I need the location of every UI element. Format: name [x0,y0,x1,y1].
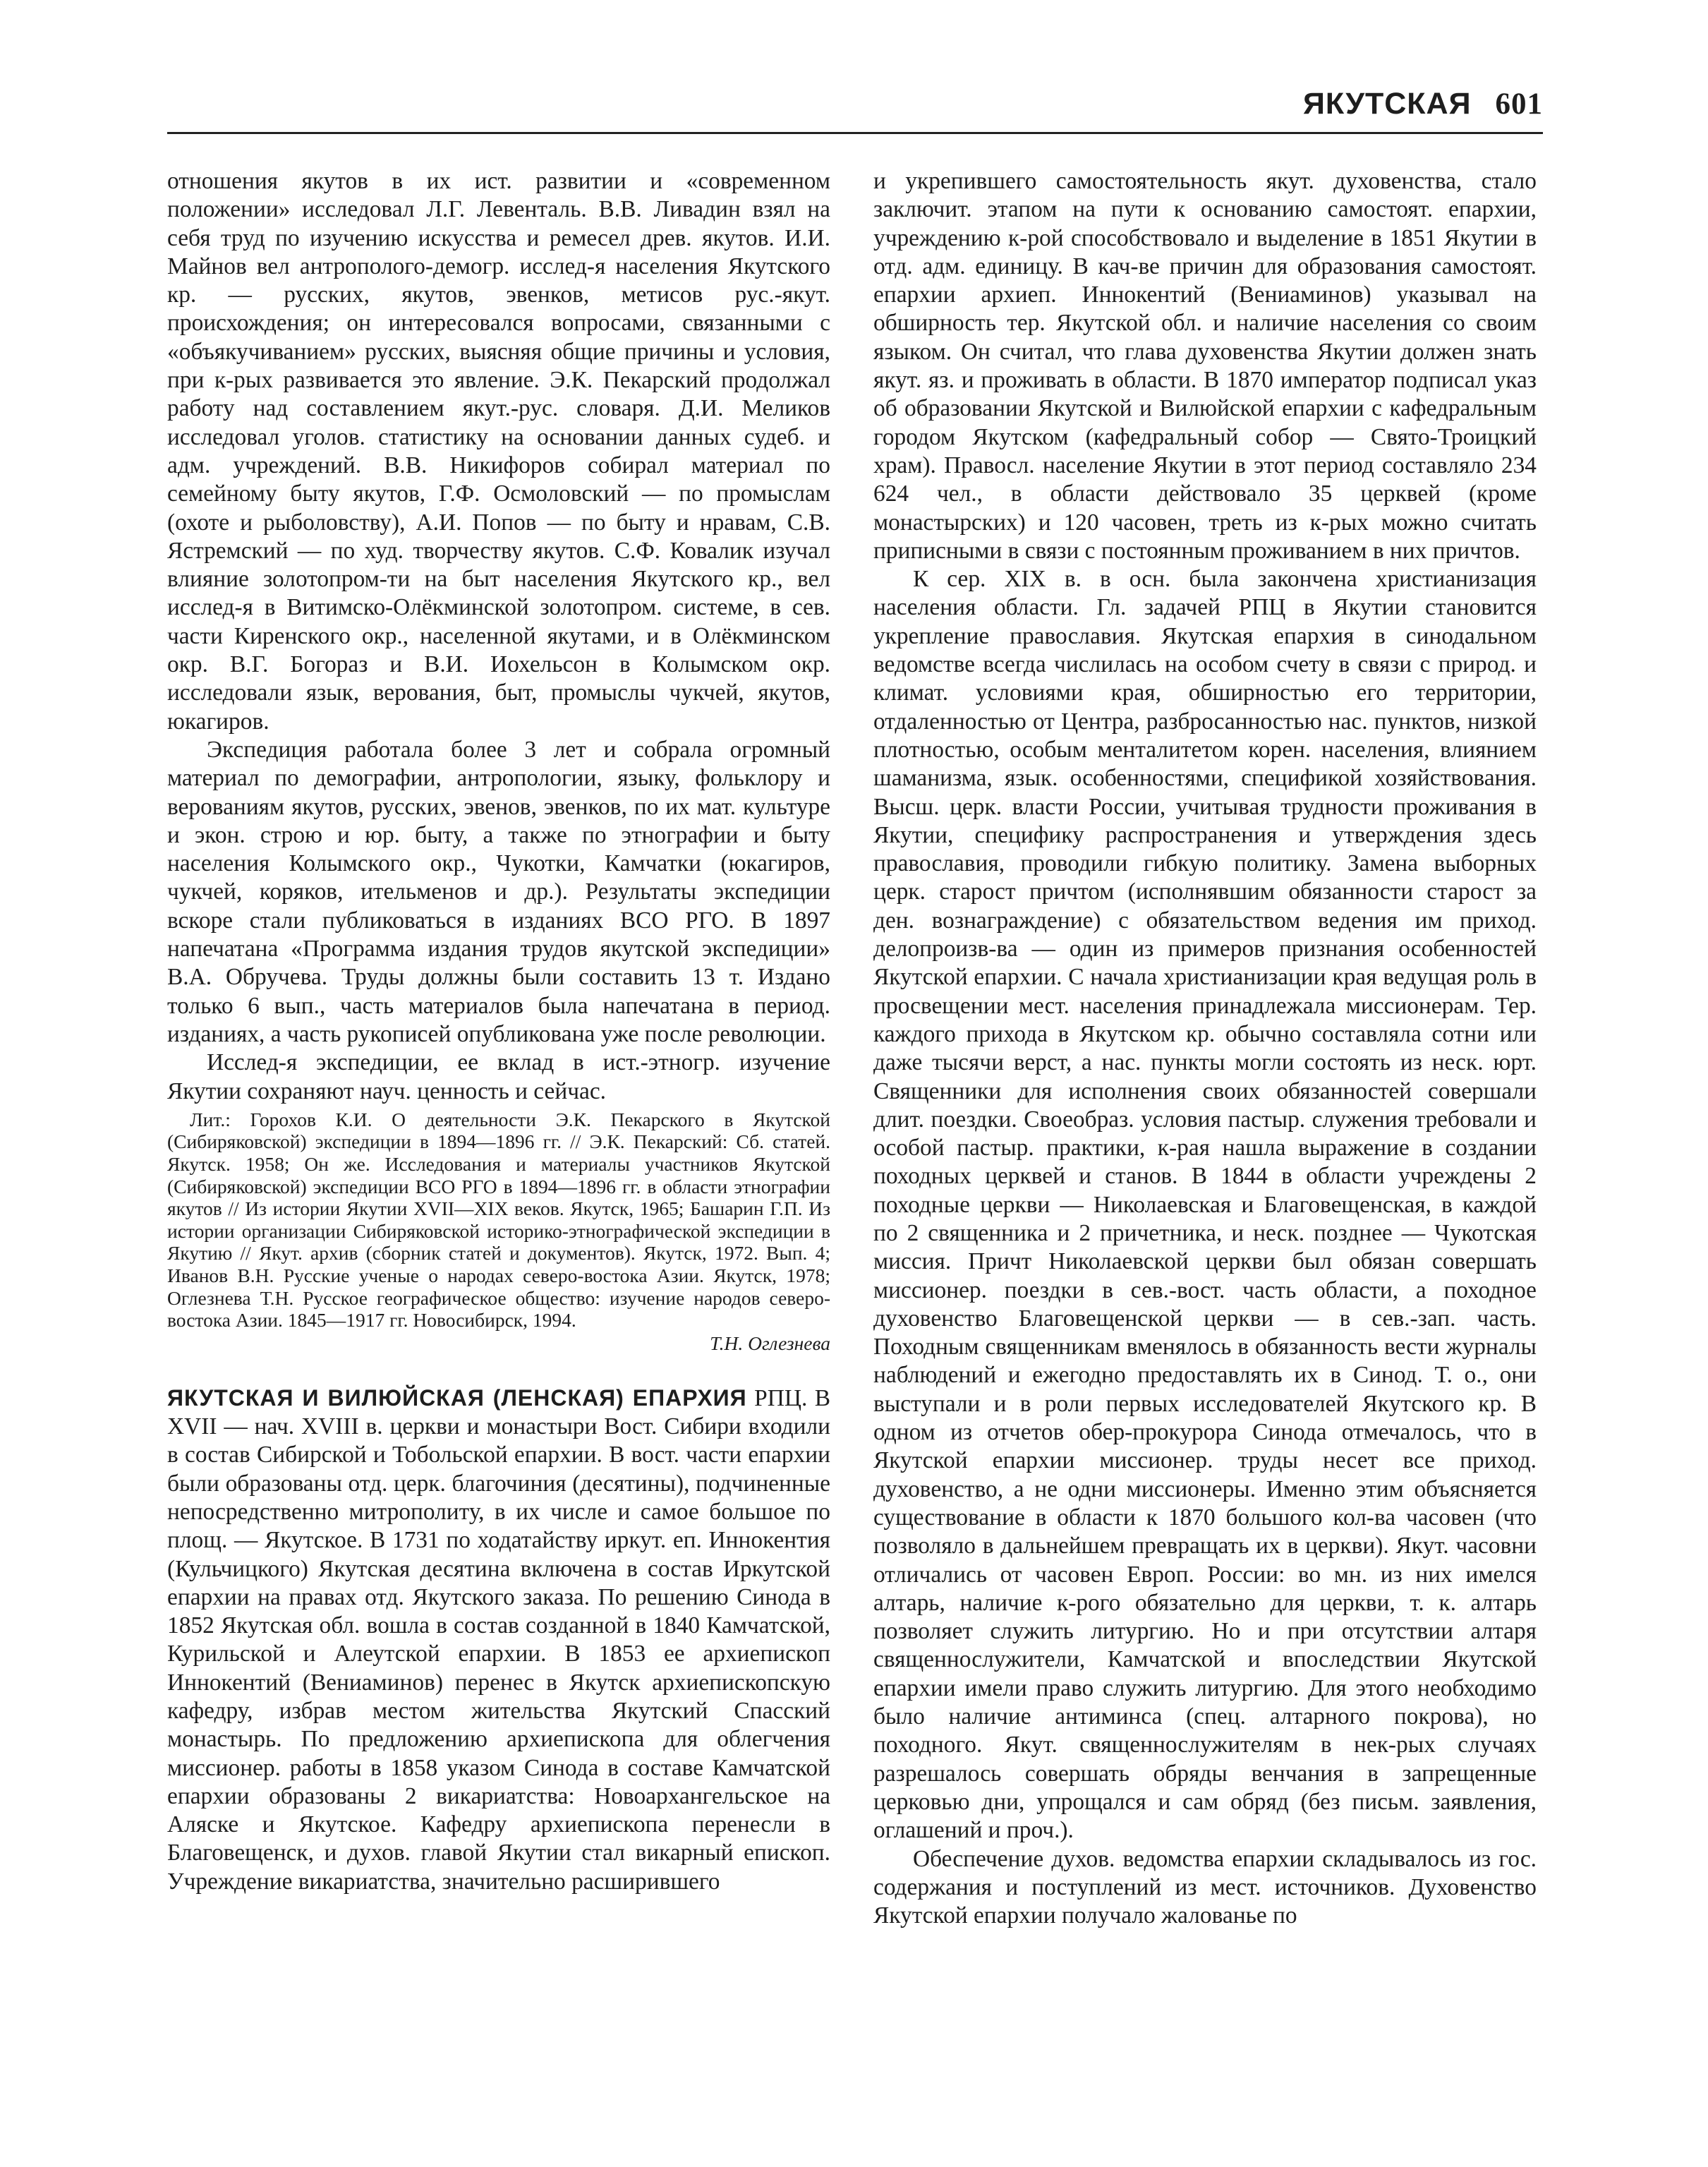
paragraph: Исслед-я экспедиции, ее вклад в ист.-этногр. изучение Якутии сохраняют науч. ценность и сейчас. [167,1049,830,1104]
paragraph: Обеспечение духов. ведомства епархии складывалось из гос. содержания и поступлений из мест. источников. Духовенство Якутской епархии получало жалованье по [873,1845,1537,1929]
entry-paragraph [167,1384,830,1896]
entry-headword: ЯКУТСКАЯ И ВИЛЮЙСКАЯ (ЛЕНСКАЯ) ЕПАРХИЯ [167,1384,747,1411]
paragraph: отношения якутов в их ист. развитии и «современном положении» исследовал Л.Г. Левенталь. В.В. Ливадин взял на себя труд по изучению искусства и ремесел древ. якутов. И.И. Майнов вел антрополого-демогр. исслед-я населения Якутского кр. — русских, якутов, эвенков, метисов рус.-якут. происхождения; он интересовался вопросами, связанными с «объякучиванием» русских, выясняя общие причины и условия, при к-рых развивается это явление. Э.К. Пекарский продолжал работу над составлением якут.-рус. словаря. Д.И. Меликов исследовал уголов. статистику на основании данных судеб. и адм. учреждений. В.В. Никифоров собирал материал по семейному быту якутов, Г.Ф. Осмоловский — по промыслам (охоте и рыболовству), А.И. Попов — по быту и нравам, С.В. Ястремский — по худ. творчеству якутов. С.Ф. Ковалик изучал влияние золотопром-ти на быт населения Якутского кр., вел исслед-я в Витимско-Олёкминской золотопром. системе, в сев. части Киренского окр., населенной якутами, и в Олёкминском окр. В.Г. Богораз и В.И. Иохельсон в Колымском окр. исследовали язык, верования, быт, промыслы чукчей, якутов, юкагиров. [167,168,830,735]
paragraph: и укрепившего самостоятельность якут. духовенства, стало заключит. этапом на пути к основанию самостоят. епархии, учреждению к-рой способствовало и выделение в 1851 Якутии в отд. адм. единицу. В кач-ве причин для образования самостоят. епархии архиеп. Иннокентий (Вениаминов) указывал на обширность тер. Якутской обл. и наличие населения со своим языком. Он считал, что глава духовенства Якутии должен знать якут. яз. и проживать в области. В 1870 император подписал указ об образовании Якутской и Вилюйской епархии с кафедральным городом Якутском (кафедральный собор — Свято-Троицкий храм). Правосл. население Якутии в этот период составляло 234 624 чел., в области действовало 35 церквей (кроме монастырских) и 120 часовен, треть из к-рых можно считать приписными в связи с постоянным проживанием в них причтов. [873,168,1537,564]
running-head [1303,87,1543,121]
page-number: 601 [1495,87,1543,121]
left-column [167,167,830,1896]
bibliography: Лит.: Горохов К.И. О деятельности Э.К. Пекарского в Якутской (Сибиряковской) экспедиции в 1894—1896 гг. // Э.К. Пекарский: Сб. статей. Якутск. 1958; Он же. Исследования и материалы участников Якутской (Сибиряковской) экспедиции ВСО РГО в 1894—1896 гг. в области этнографии якутов // Из истории Якутии XVII—XIX веков. Якутск, 1965; Башарин Г.П. Из истории организации Сибиряковской историко-этнографической экспедиции в Якутию // Якут. архив (сборник статей и документов). Якутск, 1972. Вып. 4; Иванов В.Н. Русские ученые о народах северо-востока Азии. Якутск, 1978; Оглезнева Т.Н. Русское географическое общество: изучение народов северо-востока Азии. 1845—1917 гг. Новосибирск, 1994. [167,1108,830,1332]
page-header [167,81,1543,134]
paragraph: К сер. XIX в. в осн. была закончена христианизация населения области. Гл. задачей РПЦ в Якутии становится укрепление православия. Якутская епархия в синодальном ведомстве всегда числилась на особом счету в связи с природ. и климат. условиями края, обширностью его территории, отдаленностью от Центра, разбросанностью нас. пунктов, низкой плотностью, особым менталитетом корен. населения, влиянием шаманизма, язык. особенностями, спецификой хозяйствования. Высш. церк. власти России, учитывая трудности проживания в Якутии, специфику распространения и утверждения здесь православия, проводили гибкую политику. Замена выборных церк. старост причтом (исполнявшим обязанности старост за ден. вознаграждение) с обязательством ведения им приход. делопроизв-ва — один из примеров признания особенностей Якутской епархии. С начала христианизации края ведущая роль в просвещении мест. населения принадлежала миссионерам. Тер. каждого прихода в Якутском кр. обычно составляла сотни или даже тысячи верст, а нас. пункты могли состоять из неск. юрт. Священники для исполнения своих обязанностей совершали длит. поездки. Своеобраз. условия пастыр. служения требовали и особой пастыр. практики, к-рая нашла выражение в создании походных церквей и станов. В 1844 в области учреждены 2 походные церкви — Николаевская и Благовещенская, в каждой по 2 священника и 2 причетника, и неск. позднее — Чукотская миссия. Причт Николаевской церкви был обязан совершать миссионер. поездки в сев.-вост. часть области, а походное духовенство Благовещенской церкви — в сев.-зап. часть. Походным священникам вменялось в обязанность вести журналы наблюдений и ежегодно предоставлять их в Синод. Т. о., они выступали и в роли первых исследователей Якутского кр. В одном из отчетов обер-прокурора Синода отмечалось, что в Якутской епархии миссионер. труды несет все приход. духовенство, а не одни миссионеры. Именно этим объясняется существование в области к 1870 большого кол-ва часовен (что позволяло в дальнейшем превращать их в церкви). Якут. часовни отличались от часовен Европ. России: во мн. из них имелся алтарь, наличие к-рого обязательно для церкви, т. к. алтарь позволяет служить литургию. Но и при отсутствии алтаря священнослужители, Камчатской и впоследствии Якутской епархии имели право служить литургию. Для этого необходимо было наличие антиминса (спец. алтарного покрова), но походного. Якут. священнослужителям в нек-рых случаях разрешалось совершать обряды венчания в запрещенные церковью дни, упрощался и сам обряд (без письм. заявления, оглашений и проч.). [873,566,1537,1844]
paragraph: Экспедиция работала более 3 лет и собрала огромный материал по демографии, антропологии, языку, фольклору и верованиям якутов, русских, эвенов, эвенков, по их мат. культуре и экон. строю и юр. быту, а также по этнографии и быту населения Колымского окр., Чукотки, Камчатки (юкагиров, чукчей, коряков, ительменов и др.). Результаты экспедиции вскоре стали публиковаться в изданиях ВСО РГО. В 1897 напечатана «Программа издания трудов якутской экспедиции» В.А. Обручева. Труды должны были составить 13 т. Издано только 6 вып., часть материалов была напечатана в период. изданиях, а часть рукописей опубликована уже после революции. [167,736,830,1047]
running-head-title: ЯКУТСКАЯ [1303,87,1472,121]
right-column [873,167,1537,1930]
entry-text: РПЦ. В XVII — нач. XVIII в. церкви и монастыри Вост. Сибири входили в состав Сибирской и Тобольской епархии. В вост. части епархии были образованы отд. церк. благочиния (десятины), подчиненные непосредственно митрополиту, в их числе и самое большое по площ. — Якутское. В 1731 по ходатайству иркут. еп. Иннокентия (Кульчицкого) Якутская десятина включена в состав Иркутской епархии на правах отд. Якутского заказа. По решению Синода в 1852 Якутская обл. вошла в состав созданной в 1840 Камчатской, Курильской и Алеутской епархии. В 1853 ее архиепископ Иннокентий (Вениаминов) перенес в Якутск архиепископскую кафедру, избрав местом жительства Якутский Спасский монастырь. По предложению архиепископа для облегчения миссионер. работы в 1858 указом Синода в составе Камчатской епархии образованы 2 викариатства: Новоархангельское на Аляске и Якутское. Кафедру архиепископа перенесли в Благовещенск, и духов. главой Якутии стал викарный епископ. Учреждение викариатства, значительно расширившего [167,1384,831,1895]
article-author: Т.Н. Оглезнева [710,1332,830,1354]
